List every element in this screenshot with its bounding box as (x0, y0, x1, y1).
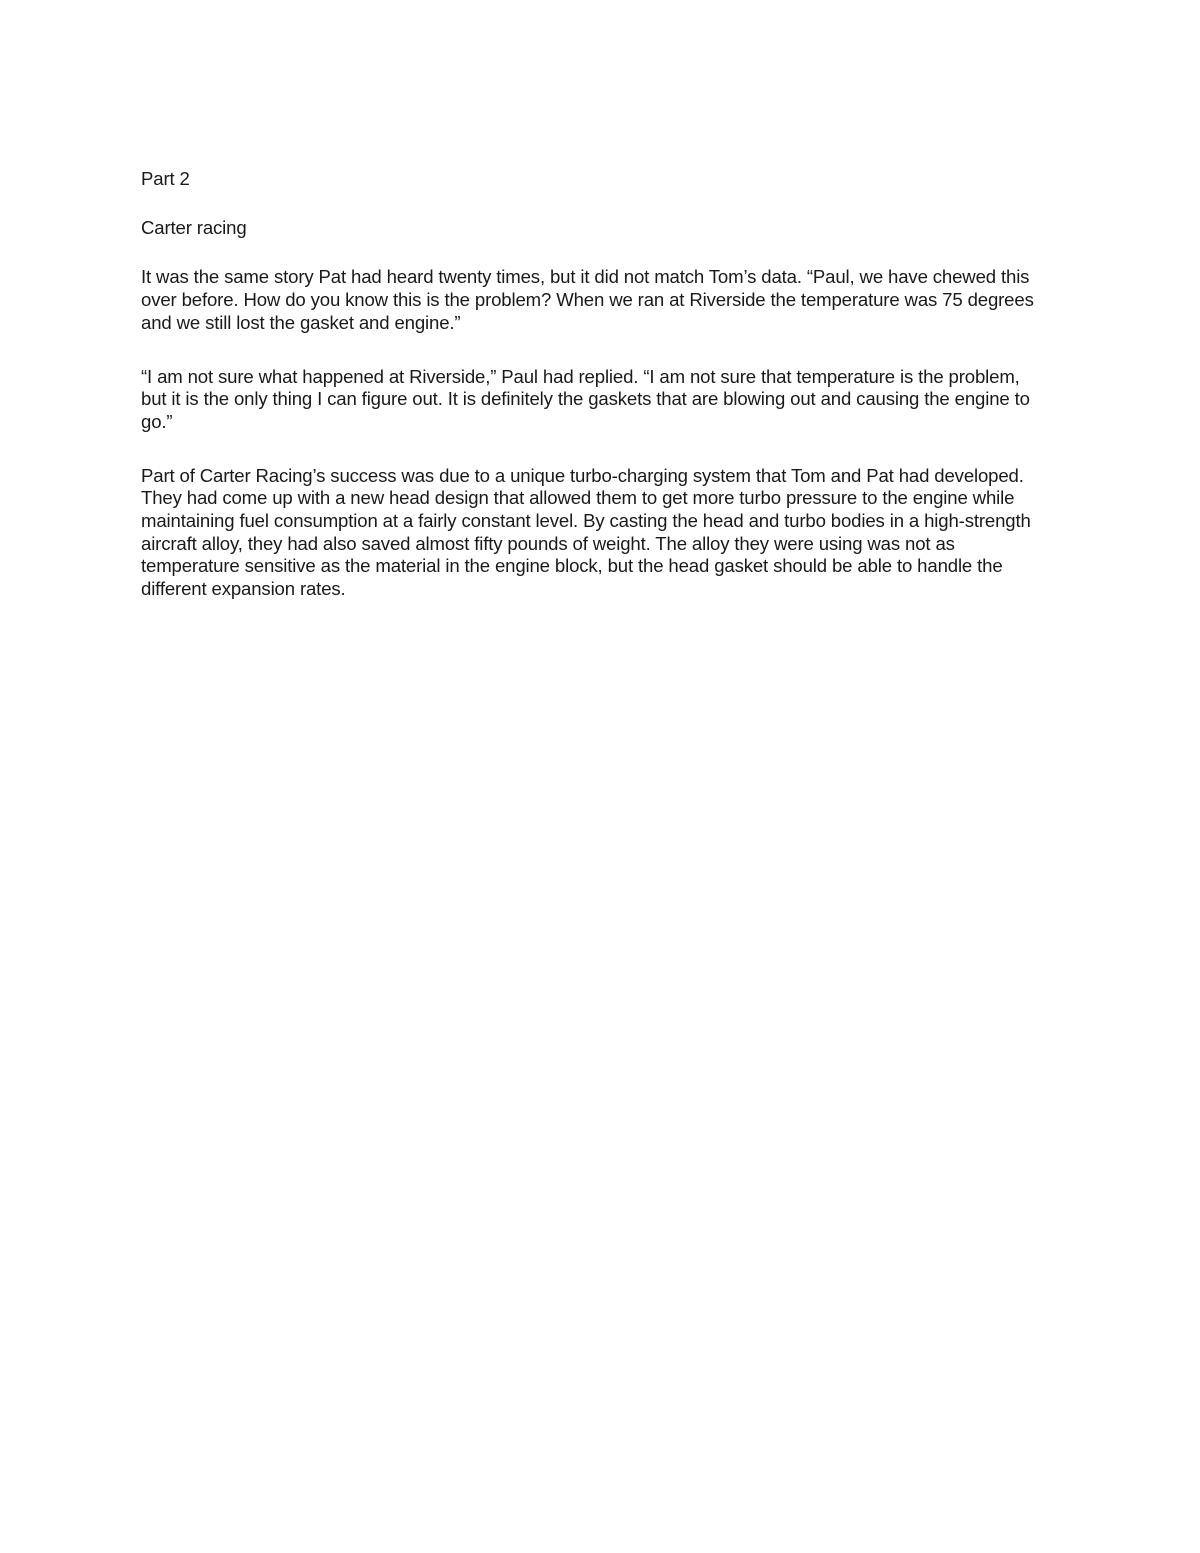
document-title: Carter racing (141, 216, 247, 238)
paragraph-2: “I am not sure what happened at Riverside,” Paul had replied. “I am not sure that temperature is the problem, but it is the only thing I can figure out. It is definitely the gaskets that are blowing out and causing the engine to go.” (141, 365, 1030, 432)
paragraph-3: Part of Carter Racing’s success was due to a unique turbo-charging system that Tom and Pat had developed. They had come up with a new head design that allowed them to get more turbo pressure to the engine while maintaining fuel consumption at a fairly constant level. By casting the head and turbo bodies in a high-strength aircraft alloy, they had also saved almost fifty pounds of weight. The alloy they were using was not as temperature sensitive as the material in the engine block, but the head gasket should be able to handle the different expansion rates. (141, 464, 1031, 600)
document-body (141, 168, 1041, 632)
part-label: Part 2 (141, 168, 190, 189)
paragraph-1: It was the same story Pat had heard twenty times, but it did not match Tom’s data. “Paul, we have chewed this over before. How do you know this is the problem? When we ran at Riverside the temperature was 75 degrees and we still lost the gasket and engine.” (141, 266, 1034, 333)
